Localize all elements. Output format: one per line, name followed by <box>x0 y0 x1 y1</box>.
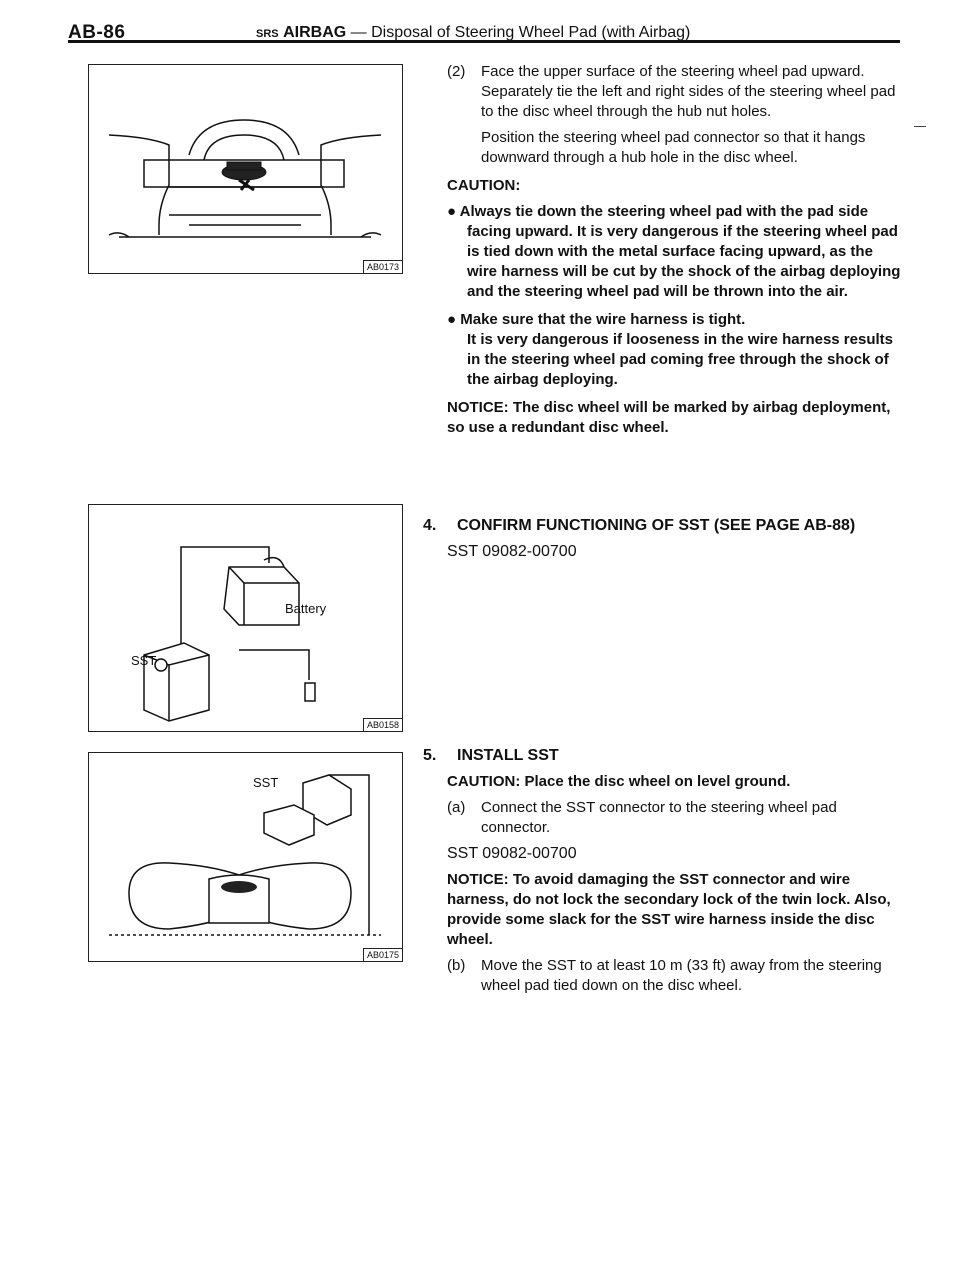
step-5-sst: SST 09082-00700 <box>447 845 577 862</box>
header-rule <box>68 40 900 43</box>
step-5-heading <box>423 746 907 766</box>
page-number: AB-86 <box>68 22 126 43</box>
figure-sst-battery <box>88 504 403 732</box>
sst-label: SST <box>253 775 279 790</box>
sst-installed-drawing <box>89 753 402 961</box>
figure-id: AB0173 <box>363 260 402 273</box>
section-subtitle: — Disposal of Steering Wheel Pad (with Airbag) <box>346 24 691 41</box>
step-4 <box>423 516 907 568</box>
sst-battery-drawing <box>89 505 402 731</box>
step-5-title: INSTALL SST <box>457 747 559 764</box>
step-4-title: CONFIRM FUNCTIONING OF SST (SEE PAGE AB-88) <box>457 517 856 534</box>
figure-sst-installed <box>88 752 403 962</box>
step-4-number: 4. <box>423 517 437 534</box>
section-label: AIRBAG <box>283 24 347 41</box>
step-5-notice: NOTICE: To avoid damaging the SST connector and wire harness, do not lock the secondary lock of the twin lock. Also, provide some slack for the SST wire harness inside the disc wheel. <box>447 871 891 948</box>
item-2 <box>447 62 907 122</box>
caution-bullet-2-text-2: It is very dangerous if looseness in the wire harness results in the steering wheel pad coming free through the shock of the airbag deploying. <box>467 331 893 388</box>
text-column-top <box>447 62 907 444</box>
item-2-marker: (2) <box>447 63 466 80</box>
srs-label: SRS <box>256 28 279 40</box>
step-5-b-text: Move the SST to at least 10 m (33 ft) away from the steering wheel pad tied down on the disc wheel. <box>481 957 882 994</box>
margin-mark <box>914 126 926 127</box>
item-2-text: Face the upper surface of the steering wheel pad upward. Separately tie the left and right sides of the steering wheel pad to the disc wheel through the hub nut holes. <box>481 63 896 120</box>
step-5 <box>423 746 907 1002</box>
caution-bullet-1-text: Always tie down the steering wheel pad with the pad side facing upward. It is very dangerous if the steering wheel pad is tied down with the metal surface facing upward, as the wire harness will be cut by the shock of the airbag deploying and the steering wheel pad will be thrown into the air. <box>459 203 901 300</box>
step-5-number: 5. <box>423 747 437 764</box>
caution-label: CAUTION: <box>447 177 521 194</box>
steering-pad-wheel-drawing <box>89 65 402 273</box>
caution-bullet-2: ● Make sure that the wire harness is tight. <box>447 311 746 328</box>
step-5-a <box>447 798 907 838</box>
item-2-text-2: Position the steering wheel pad connector so that it hangs downward through a hub hole in the disc wheel. <box>481 129 866 166</box>
caution-bullet-2-text: Make sure that the wire harness is tight. <box>460 311 746 328</box>
step-5-b-marker: (b) <box>447 957 466 974</box>
figure-steering-pad-on-disc-wheel <box>88 64 403 274</box>
notice-1: NOTICE: The disc wheel will be marked by airbag deployment, so use a redundant disc wheel. <box>447 399 891 436</box>
step-4-sst: SST 09082-00700 <box>447 543 577 560</box>
step-5-caution: CAUTION: Place the disc wheel on level ground. <box>447 773 791 790</box>
caution-bullet-1: ● Always tie down the steering wheel pad with the pad side facing upward. It is very dangerous if the steering wheel pad is tied down with the metal surface facing upward, as the wire harness will be cut by the shock of the airbag deploying and the steering wheel pad will be thrown into the air. <box>447 203 901 300</box>
step-5-a-marker: (a) <box>447 799 466 816</box>
sst-label: SST <box>131 653 157 668</box>
step-5-b <box>447 956 907 996</box>
battery-label: Battery <box>285 601 327 616</box>
figure-id: AB0158 <box>363 718 402 731</box>
step-5-a-text: Connect the SST connector to the steering wheel pad connector. <box>481 799 837 836</box>
step-4-heading <box>423 516 907 536</box>
figure-id: AB0175 <box>363 948 402 961</box>
